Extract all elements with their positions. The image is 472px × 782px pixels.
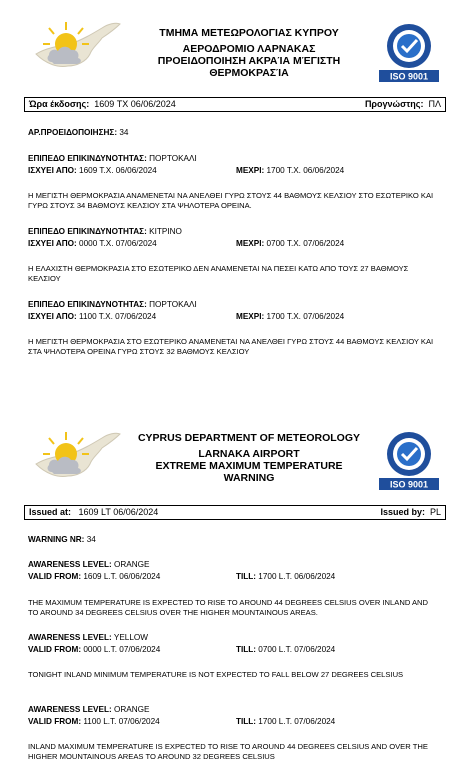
awareness-level-label: AWARENESS LEVEL: (28, 633, 112, 642)
valid-from-value: 0000 Τ.Χ. 07/06/2024 (79, 239, 157, 248)
awareness-level-value: ΚΙΤΡΙΝΟ (149, 227, 182, 236)
valid-till-value: 1700 L.T. 07/06/2024 (258, 717, 336, 726)
awareness-level-label: AWARENESS LEVEL: (28, 560, 112, 569)
awareness-level-label: ΕΠΙΠΕΔΟ ΕΠΙΚΙΝΔΥΝΟΤΗΤΑΣ: (28, 227, 147, 236)
awareness-level (28, 300, 197, 310)
forecaster-value: PL (429, 507, 441, 517)
valid-from (28, 312, 156, 322)
iso-label: ISO 9001 (389, 479, 429, 490)
valid-from-value: 1100 Τ.Χ. 07/06/2024 (79, 312, 157, 321)
issued-time (29, 98, 176, 111)
awareness-level-value: ΠΟΡΤΟΚΑΛΙ (149, 154, 197, 163)
valid-from-value: 0000 L.T. 07/06/2024 (83, 645, 161, 654)
issued-value: 1609 TX 06/06/2024 (94, 99, 176, 109)
valid-till (236, 239, 344, 249)
awareness-level (28, 154, 197, 164)
organization-name: ΤΜΗΜΑ ΜΕΤΕΩΡΟΛΟΓΙΑΣ ΚΥΠΡΟΥ (159, 27, 339, 39)
issued-label: Issued at: (29, 507, 72, 517)
valid-till-label: ΜΕΧΡΙ: (236, 166, 265, 175)
valid-till (236, 717, 335, 727)
valid-from-value: 1609 Τ.Χ. 06/06/2024 (79, 166, 157, 175)
warning-text: THE MAXIMUM TEMPERATURE IS EXPECTED TO RISE TO AROUND 44 DEGREES CELSIUS OVER INLAND AND TO AROUND 34 DEGREES CELSIUS OVER THE HIGHER MOUNTAINOUS AREAS. (28, 598, 429, 617)
organization-name: CYPRUS DEPARTMENT OF METEOROLOGY (137, 432, 361, 444)
warning-text: Η ΜΕΓΙΣΤΗ ΘΕΡΜΟΚΡΑΣΙΑ ΑΝΑΜΕΝΕΤΑΙ ΝΑ ΑΝΕΛΘΕΙ ΓΥΡΩ ΣΤΟΥΣ 44 ΒΑΘΜΟΥΣ ΚΕΛΣΙΟΥ ΣΤΟ ΕΣΩΤΕΡΙΚΟ ΚΑΙ ΓΥΡΩ ΣΤΟΥΣ 34 ΒΑΘΜΟΥΣ ΚΕΛΣΙΟΥ ΣΤΑ ΨΗΛΟΤΕΡΑ ΟΡΕΙΝΑ. (28, 191, 434, 210)
awareness-level-value: ORANGE (114, 705, 150, 714)
valid-from (28, 166, 157, 176)
warning-number-label: ΑΡ.ΠΡΟΕΙΔΟΠΟΙΗΣΗΣ: (28, 128, 118, 137)
valid-till-label: TILL: (236, 645, 257, 654)
valid-from (28, 572, 160, 582)
valid-till (236, 645, 335, 655)
warning-text: Η ΕΛΑΧΙΣΤΗ ΘΕΡΜΟΚΡΑΣΙΑ ΣΤΟ ΕΣΩΤΕΡΙΚΟ ΔΕΝ ΑΝΑΜΕΝΕΤΑΙ ΝΑ ΠΕΣΕΙ ΚΑΤΩ ΑΠΟ ΤΟΥΣ 27 ΒΑΘΜΟΥΣ ΚΕΛΣΙΟΥ (28, 264, 409, 283)
cyprus-map-sun-cloud-icon (28, 428, 124, 488)
warning-number-value: 34 (119, 128, 129, 137)
awareness-level-label: ΕΠΙΠΕΔΟ ΕΠΙΚΙΝΔΥΝΟΤΗΤΑΣ: (28, 154, 147, 163)
valid-till-value: 1700 L.T. 06/06/2024 (258, 572, 336, 581)
awareness-level-value: ΠΟΡΤΟΚΑΛΙ (149, 300, 197, 309)
valid-from-label: ΙΣΧΥΕΙ ΑΠΟ: (28, 312, 77, 321)
valid-from-label: ΙΣΧΥΕΙ ΑΠΟ: (28, 239, 77, 248)
airport-name: LARNAKA AIRPORT (198, 448, 300, 460)
valid-from-label: VALID FROM: (28, 645, 82, 654)
awareness-level-value: ORANGE (114, 560, 150, 569)
valid-till-label: TILL: (236, 717, 257, 726)
forecaster (380, 506, 441, 519)
valid-from (28, 239, 157, 249)
valid-till-value: 0700 L.T. 07/06/2024 (258, 645, 336, 654)
warning-subtitle: ΘΕΡΜΟΚΡΑΣΊΑ (209, 67, 289, 79)
iso-label: ISO 9001 (389, 71, 429, 82)
valid-from-value: 1609 L.T. 06/06/2024 (83, 572, 161, 581)
valid-till (236, 166, 344, 176)
warning-number (28, 535, 96, 545)
valid-till-label: ΜΕΧΡΙ: (236, 312, 265, 321)
airport-name: ΑΕΡΟΔΡΟΜΙΟ ΛΑΡΝΑΚΑΣ (182, 43, 316, 55)
valid-from (28, 645, 160, 655)
valid-till-value: 1700 Τ.Χ. 06/06/2024 (266, 166, 345, 175)
issued-time (29, 506, 158, 519)
iso-certification-seal-icon (376, 22, 442, 82)
header-title-block (126, 432, 372, 484)
warning-subtitle: WARNING (223, 472, 275, 484)
forecaster-value: ΠΛ (428, 99, 441, 109)
valid-from-label: ΙΣΧΥΕΙ ΑΠΟ: (28, 166, 77, 175)
awareness-level (28, 560, 150, 570)
valid-till (236, 312, 344, 322)
english-warning-section (0, 400, 472, 782)
cyprus-map-sun-cloud-icon (28, 18, 124, 78)
valid-from-value: 1100 L.T. 07/06/2024 (83, 717, 160, 726)
warning-number (28, 128, 128, 138)
awareness-level-label: ΕΠΙΠΕΔΟ ΕΠΙΚΙΝΔΥΝΟΤΗΤΑΣ: (28, 300, 147, 309)
warning-text: TONIGHT INLAND MINIMUM TEMPERATURE IS NOT EXPECTED TO FALL BELOW 27 DEGREES CELSIUS (28, 670, 404, 679)
warning-title: EXTREME MAXIMUM TEMPERATURE (155, 460, 343, 472)
warning-title: ΠΡΟΕΙΔΟΠΟΙΗΣΗ ΑΚΡΑΊΑ ΜΈΓΙΣΤΗ (157, 55, 341, 67)
warning-number-label: WARNING NR: (28, 535, 85, 544)
valid-till-label: ΜΕΧΡΙ: (236, 239, 265, 248)
warning-text: Η ΜΕΓΙΣΤΗ ΘΕΡΜΟΚΡΑΣΙΑ ΣΤΟ ΕΣΩΤΕΡΙΚΟ ΑΝΑΜΕΝΕΤΑΙ ΝΑ ΑΝΕΛΘΕΙ ΓΥΡΩ ΣΤΟΥΣ 44 ΒΑΘΜΟΥΣ ΚΕΛΣΙΟΥ ΚΑΙ ΣΤΑ ΨΗΛΟΤΕΡΑ ΟΡΕΙΝΑ ΓΥΡΩ ΣΤΟΥΣ 32 ΒΑΘΜΟΥΣ ΚΕΛΣΙΟΥ (28, 337, 434, 356)
valid-till-label: TILL: (236, 572, 257, 581)
forecaster-label: Issued by: (380, 507, 425, 517)
warning-text: INLAND MAXIMUM TEMPERATURE IS EXPECTED TO RISE TO AROUND 44 DEGREES CELSIUS AND OVER THE HIGHER MOUNTAINOUS AREAS TO AROUND 32 DEGREES CELSIUS (28, 742, 428, 761)
issue-info-bar (24, 505, 446, 520)
awareness-level-label: AWARENESS LEVEL: (28, 705, 112, 714)
forecaster-label: Προγνώστης: (364, 99, 424, 109)
valid-till-value: 0700 Τ.Χ. 07/06/2024 (266, 239, 345, 248)
awareness-level-value: YELLOW (113, 633, 148, 642)
iso-certification-seal-icon (376, 430, 442, 490)
header-title-block (126, 27, 372, 79)
issue-info-bar (24, 97, 446, 112)
valid-from-label: VALID FROM: (28, 572, 82, 581)
forecaster (365, 98, 441, 111)
warning-number-value: 34 (86, 535, 96, 544)
valid-from (28, 717, 160, 727)
valid-till (236, 572, 335, 582)
awareness-level (28, 227, 182, 237)
issued-label: Ώρα έκδοσης: (29, 99, 90, 109)
valid-from-label: VALID FROM: (28, 717, 82, 726)
awareness-level (28, 633, 148, 643)
awareness-level (28, 705, 150, 715)
valid-till-value: 1700 Τ.Χ. 07/06/2024 (266, 312, 345, 321)
issued-value: 1609 LT 06/06/2024 (78, 507, 159, 517)
